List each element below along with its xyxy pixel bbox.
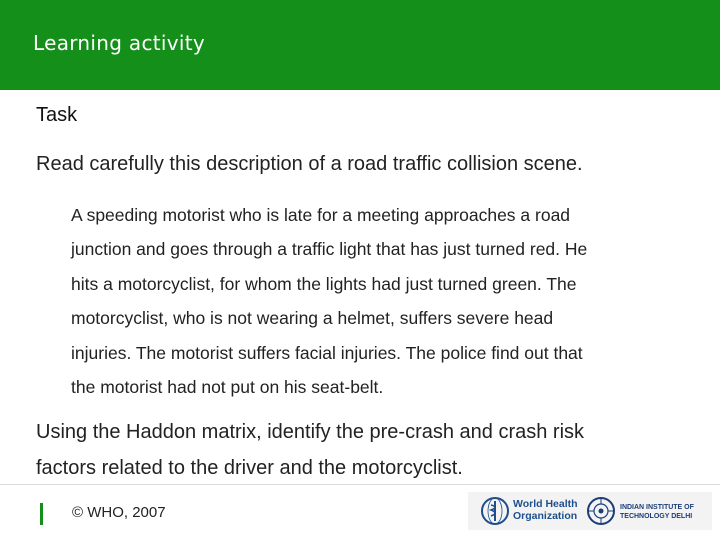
instruction-line: factors related to the driver and the motorcyclist. [36,457,463,479]
iit-emblem-icon [586,496,616,526]
task-heading: Task [36,104,78,126]
who-emblem-icon [480,496,510,526]
scenario-line: A speeding motorist who is late for a meeting approaches a road [71,205,571,225]
footer [0,484,720,541]
scenario-line: the motorist had not put on his seat-belt. [71,377,384,398]
instruction-line: Using the Haddon matrix, identify the pre-crash and crash risk [36,421,585,443]
intro-text: Read carefully this description of a road traffic collision scene. [36,153,583,175]
partner-logos [468,492,712,530]
scenario-line: motorcyclist, who is not wearing a helmet, suffers severe head [71,308,554,329]
scenario-description [71,198,711,404]
scenario-line: injuries. The motorist suffers facial injuries. The police find out that [71,342,583,363]
iit-logo-text: INDIAN INSTITUTE OF TECHNOLOGY DELHI [620,504,694,520]
instruction-text [36,414,716,486]
scenario-line: hits a motorcyclist, for whom the lights had just turned green. The [71,273,577,294]
header-banner [0,0,720,90]
footer-accent-bar [40,503,43,525]
slide-title: Learning activity [33,31,206,55]
copyright-text: © WHO, 2007 [72,504,166,521]
who-logo-text: World Health Organization [513,498,578,522]
scenario-line: junction and goes through a traffic light that has just turned red. He [71,239,588,260]
